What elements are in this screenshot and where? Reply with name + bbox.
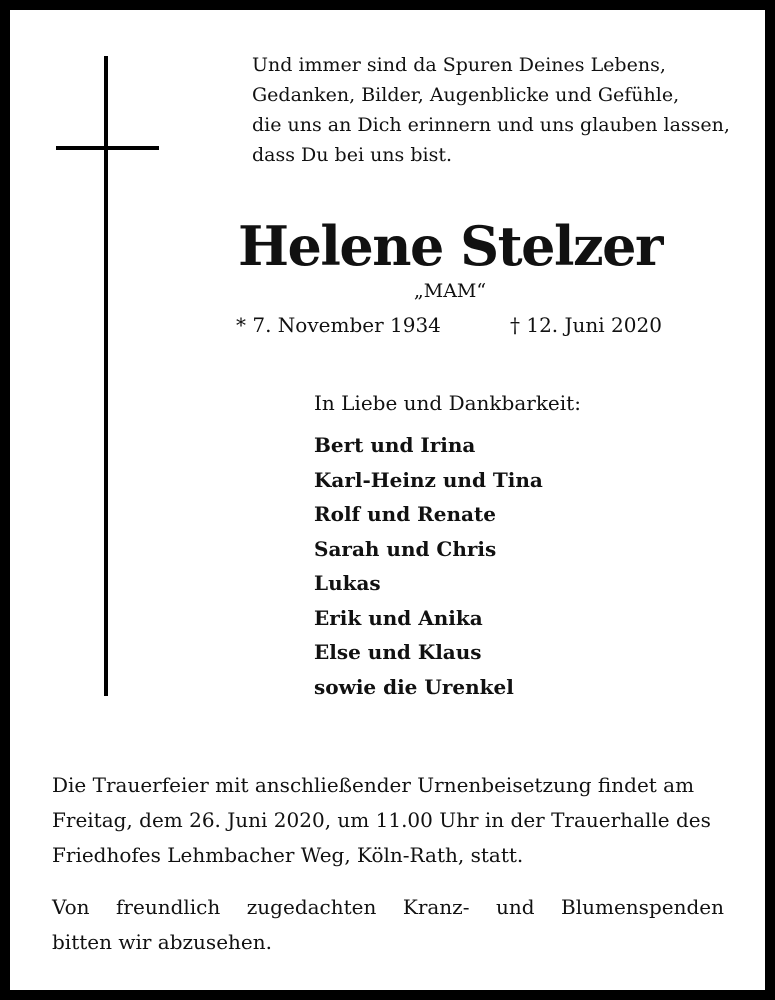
ceremony-line: Die Trauerfeier mit anschließender Urnenbeisetzung findet am	[52, 773, 695, 797]
mourners-intro: In Liebe und Dankbarkeit:	[314, 391, 581, 415]
verse-line: Gedanken, Bilder, Augenblicke und Gefühle,	[252, 84, 680, 106]
cross-icon-horizontal	[56, 146, 159, 150]
deceased-name: Helene Stelzer	[238, 214, 662, 278]
deceased-nickname: „MAM“	[413, 280, 487, 302]
verse-line: Und immer sind da Spuren Deines Lebens,	[252, 54, 666, 76]
mourner-name: sowie die Urenkel	[314, 674, 514, 699]
mourner-name: Sarah und Chris	[314, 536, 497, 561]
mourner-name: Bert und Irina	[314, 433, 476, 457]
verse-line: dass Du bei uns bist.	[252, 144, 452, 166]
mourner-name: Rolf und Renate	[314, 502, 496, 526]
death-date: † 12. Juni 2020	[510, 313, 662, 337]
mourner-name: Karl-Heinz und Tina	[314, 467, 543, 492]
mourner-name: Erik und Anika	[314, 605, 483, 630]
mourners-list	[314, 428, 543, 704]
ceremony-line: Freitag, dem 26. Juni 2020, um 11.00 Uhr in der Trauerhalle des	[52, 808, 711, 832]
mourner-name: Lukas	[314, 571, 381, 595]
request-line: Von freundlich zugedachten Kranz- und Blumenspenden	[52, 895, 724, 919]
cross-icon-vertical	[104, 56, 108, 696]
request-line: bitten wir abzusehen.	[52, 930, 272, 954]
mourner-name: Else und Klaus	[314, 640, 482, 664]
verse-line: die uns an Dich erinnern und uns glauben lassen,	[252, 114, 730, 136]
birth-date: * 7. November 1934	[236, 313, 441, 337]
ceremony-notice	[52, 768, 724, 873]
verse	[252, 50, 732, 170]
ceremony-line: Friedhofes Lehmbacher Weg, Köln-Rath, statt.	[52, 843, 524, 867]
donation-request	[52, 890, 724, 960]
